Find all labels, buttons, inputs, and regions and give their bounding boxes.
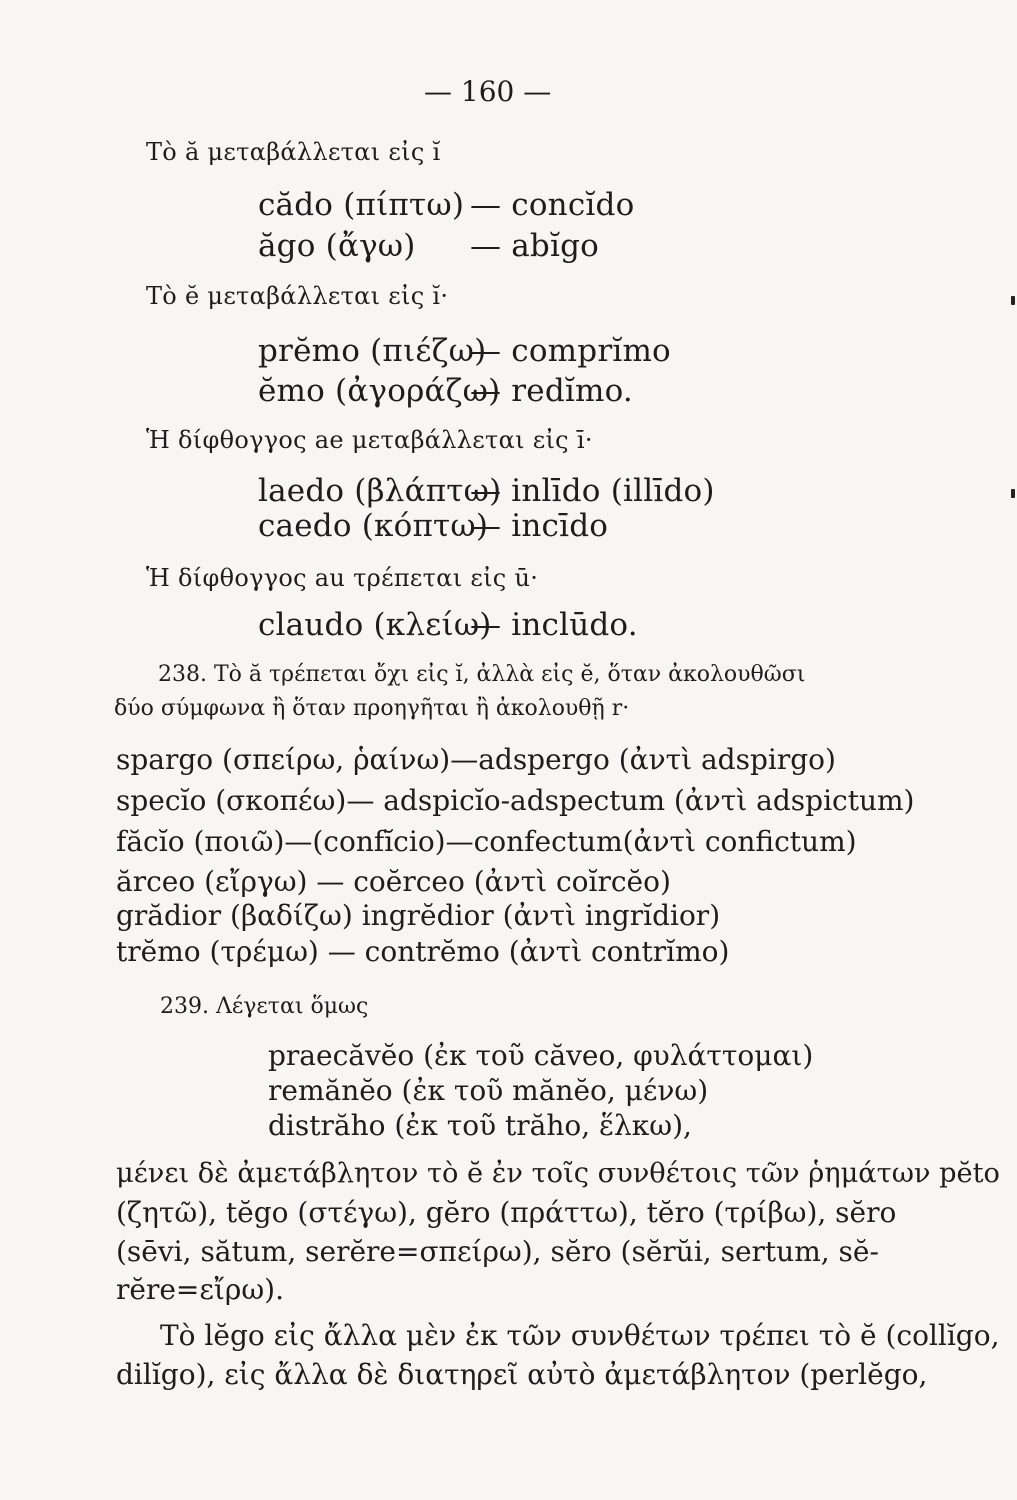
paragraph-238-cont: δύο σύμφωνα ἢ ὅταν προηγῆται ἢ ἀκολουθῇ r· [114, 696, 630, 721]
scan-mark [1011, 489, 1015, 498]
example-line: spargo (σπείρω, ῥαίνω)—adspergo (ἀντὶ adspirgo) [116, 743, 836, 776]
example-compound: — redĭmo. [470, 373, 633, 409]
body-text: (sēvi, sătum, serĕre=σπείρω), sĕro (sĕrŭi, sertum, sĕ- [116, 1235, 879, 1268]
example-line: praecăvĕo (ἐκ τοῦ căveo, φυλάττομαι) [268, 1039, 814, 1072]
page-number: — 160 — [424, 75, 552, 108]
example-line: remănĕo (ἐκ τοῦ mănĕo, μένω) [268, 1074, 709, 1107]
example-compound: — incīdo [470, 508, 609, 544]
example-line: ărceo (εἴργω) — coĕrceo (ἀντὶ coĭrcĕo) [116, 865, 671, 898]
example-line: grădior (βαδίζω) ingrĕdior (ἀντὶ ingrĭdior) [116, 899, 721, 932]
example-word: caedo (κόπτω) [258, 508, 489, 544]
example-word: laedo (βλάπτω) [258, 473, 502, 509]
body-text: (ζητῶ), tĕgo (στέγω), gĕro (πράττω), tĕro (τρίβω), sĕro [116, 1196, 897, 1229]
body-text: Τὸ lĕgo εἰς ἄλλα μὲν ἐκ τῶν συνθέτων τρέπει τὸ ĕ (collĭgo, [160, 1319, 1000, 1352]
example-line: trĕmo (τρέμω) — contrĕmo (ἀντὶ contrĭmo) [116, 935, 730, 968]
rule-heading: Τὸ ĕ μεταβάλλεται εἰς ĭ· [146, 282, 449, 310]
example-word: ĕmo (ἀγοράζω) [258, 373, 501, 409]
scan-mark [1011, 296, 1015, 305]
rule-heading: Τὸ ă μεταβάλλεται εἰς ĭ [146, 138, 441, 166]
example-compound: — inlīdo (illīdo) [470, 473, 715, 509]
example-line: distrăho (ἐκ τοῦ trăho, ἕλκω), [268, 1109, 692, 1142]
rule-heading: Ἡ δίφθογγος ae μεταβάλλεται εἰς ī· [146, 426, 593, 454]
example-word: cădo (πίπτω) [258, 187, 465, 223]
body-text: rĕre=εἴρω). [116, 1273, 284, 1306]
body-text: dilĭgo), εἰς ἄλλα δὲ διατηρεῖ αὐτὸ ἀμετάβλητον (perlĕgo, [116, 1358, 928, 1391]
example-word: claudo (κλείω) [258, 607, 492, 643]
paragraph-239: 239. Λέγεται ὅμως [160, 994, 369, 1019]
body-text: μένει δὲ ἀμετάβλητον τὸ ĕ ἐν τοῖς συνθέτοις τῶν ῥημάτων pĕto [116, 1158, 1000, 1189]
rule-heading: Ἡ δίφθογγος au τρέπεται εἰς ū· [146, 564, 539, 592]
paragraph-238: 238. Τὸ ă τρέπεται ὄχι εἰς ĭ, ἀλλὰ εἰς ĕ, ὅταν ἀκολουθῶσι [158, 662, 806, 687]
example-word: ăgo (ἄγω) [258, 228, 416, 264]
example-compound: — abĭgo [470, 228, 600, 264]
example-line: făcĭo (ποιῶ)—(confĭcio)—confectum(ἀντὶ confictum) [116, 825, 857, 858]
example-line: specĭo (σκοπέω)— adspicĭo-adspectum (ἀντὶ adspictum) [116, 784, 915, 817]
example-compound: — comprĭmo [470, 333, 671, 369]
example-word: prĕmo (πιέζω) [258, 333, 487, 369]
example-compound: — inclūdo. [470, 607, 638, 643]
example-compound: — concĭdo [470, 187, 635, 223]
